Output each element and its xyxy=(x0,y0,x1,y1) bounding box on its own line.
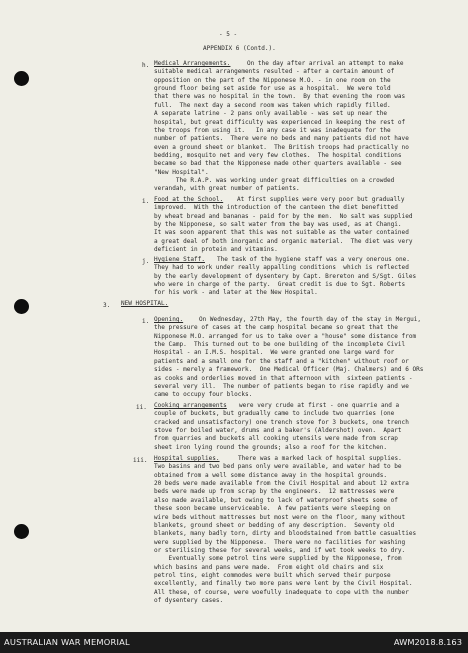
section-h-line: bedding, mosquito net and very few clothes. The hospital conditions xyxy=(154,151,402,159)
section-h-line: A separate latrine - 2 pans only available - was set up near the xyxy=(154,110,387,118)
sub-i-line: Hospital - an I.M.S. hospital. We were granted one large ward for xyxy=(154,349,395,357)
sub-i-line: Nipponese M.O. arranged for us to take over a "house" some distance from xyxy=(154,332,417,340)
appendix-title: APPENDIX 6 (Contd.). xyxy=(203,45,276,52)
section-h-line: On the day after arrival an attempt to make xyxy=(247,60,404,67)
sub-iii-line: blankets, ground sheet or bedding of any description. Seventy old xyxy=(154,521,395,529)
punch-hole-top xyxy=(14,71,29,86)
sub-i-line: sides - merely a framework. One Medical Officer (Maj. Chalmers) and 6 ORs xyxy=(154,366,424,374)
section-h-line: full. The next day a second room was taken which rapidly filled. xyxy=(154,101,391,109)
section-h-line: opposition on the part of the Nipponese M.O. - in one room on the xyxy=(154,76,391,84)
section-j-line: The task of the hygiene staff was a very onerous one. xyxy=(217,256,410,263)
sub-i-line: came to occupy four blocks. xyxy=(154,391,253,399)
sub-iii-line: Eventually some petrol tins were supplied by the Nipponese, from xyxy=(154,555,402,563)
sub-iii-line: which basins and pans were made. From eight old chairs and six xyxy=(154,563,384,571)
sub-i-line: the Camp. This turned out to be one building of the incomplete Civil xyxy=(154,341,406,349)
sub-ii-heading: Cooking arrangements xyxy=(154,402,227,409)
sub-iii-line: 20 beds were made available from the Civil Hospital and about 12 extra xyxy=(154,480,409,488)
section-h-line: became so bad that the Nipponese made other quarters available - see xyxy=(154,160,402,168)
section-i-line: by the Nipponese, so salt water from the bay was used, as at Changi. xyxy=(154,221,402,229)
sub-iii-line: wire beds without mattresses but most were on the floor, many without xyxy=(154,513,406,521)
section-h-line: suitable medical arrangements resulted - after a certain amount of xyxy=(154,68,395,76)
section-j-line: who were in charge of the party. Great credit is due to Sgt. Roberts xyxy=(154,281,406,289)
section-h-line: number of patients. There were no beds and many patients did not have xyxy=(154,135,409,143)
section-i-marker: i. xyxy=(142,198,150,205)
section-h-line: "New Hospital". xyxy=(154,168,209,176)
sub-i-line: On Wednesday, 27th May, the fourth day of the stay in Mergui, xyxy=(199,316,422,323)
section-3-marker: 3. xyxy=(103,302,111,309)
sub-iii-line: excellently, and finally two more pans were lent by the Civil Hospital. xyxy=(154,580,413,588)
section-i-heading: Food at the School. xyxy=(154,196,224,203)
punch-hole-bottom xyxy=(14,524,29,539)
footer-bar xyxy=(0,632,468,653)
sub-ii-line: were very crude at first - one quarrie and a xyxy=(239,402,400,409)
sub-i-line: patients and a small one for the staff and a "kitchen" without roof or xyxy=(154,357,409,365)
section-h-marker: h. xyxy=(142,62,150,69)
sub-ii-line: stove for boiled water, drums and a baker's (Aldershot) oven. Apart xyxy=(154,427,402,435)
section-h-line: hospital, but great difficulty was experienced in keeping the rest of xyxy=(154,118,406,126)
sub-ii-line: cracked and unsatisfactory) one trench stove for 3 buckets, one trench xyxy=(154,418,409,426)
section-j-line: for his work - and later at the New Hospital. xyxy=(154,289,318,297)
section-i-line: improved. With the introduction of the canteen the diet benefitted xyxy=(154,204,398,212)
sub-iii-line: Two basins and two bed pans only were available, and water had to be xyxy=(154,463,402,471)
footer-accession-number: AWM2018.8.163 xyxy=(393,637,462,647)
sub-i-heading: Opening. xyxy=(154,316,184,323)
sub-ii-line: couple of buckets, but gradually came to include two quarries (one xyxy=(154,410,395,418)
section-i-line: At first supplies were very poor but gradually xyxy=(237,196,405,203)
section-h-line: verandah, with great number of patients. xyxy=(154,185,300,193)
section-j-line: They had to work under really appalling conditions which is reflected xyxy=(154,264,409,272)
sub-iii-marker: iii. xyxy=(133,457,148,464)
sub-i-line: as cooks and orderlies moved in that afternoon with sixteen patients - xyxy=(154,374,413,382)
sub-i-line: several very ill. The number of patients began to rise rapidly and we xyxy=(154,382,409,390)
sub-iii-line: of dysentery cases. xyxy=(154,597,224,604)
section-j-heading: Hygiene Staff. xyxy=(154,256,205,263)
sub-iii-line: There was a marked lack of hospital supplies. xyxy=(238,455,402,462)
sub-iii-line: or sterilising these for several weeks, and if wet took weeks to dry. xyxy=(154,546,406,554)
sub-i-marker: i. xyxy=(142,318,150,325)
sub-iii-line: All these, of course, were woefully inadequate to cope with the number xyxy=(154,588,409,596)
sub-iii-heading: Hospital supplies. xyxy=(154,455,220,462)
sub-iii-line: were supplied by the Nipponese. There were no facilities for washing xyxy=(154,538,406,546)
sub-iii-line: these soon became unserviceable. A few patients were sleeping on xyxy=(154,505,391,513)
sub-i-line: the pressure of cases at the camp hospital became so great that the xyxy=(154,324,398,332)
section-i-line: It was soon apparent that this was not suitable as the water contained xyxy=(154,229,409,237)
sub-iii-line: also made available, but owing to lack of waterproof sheets some of xyxy=(154,496,398,504)
sub-ii-line: from quarries and buckets all cooking utensils were made from scrap xyxy=(154,435,398,443)
sub-iii-line: petrol tins, eight commodes were built which served their purpose xyxy=(154,571,391,579)
section-h-line: The R.A.P. was working under great difficulties on a crowded xyxy=(154,176,395,184)
page-number: - 5 - xyxy=(219,31,238,38)
section-h-line: the troops from using it. In any case it was inadequate for the xyxy=(154,126,391,134)
section-h-line: ground floor being set aside for use as a hospital. We were told xyxy=(154,85,391,93)
sub-iii-line: blankets, many badly torn, dirty and bloodstained from battle casualties xyxy=(154,530,417,538)
section-j-line: by the early development of dysentery by Capt. Brereton and S/Sgt. Giles xyxy=(154,272,417,280)
section-3-heading: NEW HOSPITAL. xyxy=(121,300,169,307)
sub-ii-line: sheet iron lying round the grounds; also a roof for the kitchen. xyxy=(154,443,387,451)
sub-iii-line: beds were made up from scrap by the engineers. 12 mattresses were xyxy=(154,488,395,496)
section-h-line: that there was no hospital in the town. By that evening the room was xyxy=(154,93,406,101)
section-h-heading: Medical Arrangements. xyxy=(154,60,231,67)
section-h-line: even a ground sheet or blanket. The British troops had practically no xyxy=(154,143,409,151)
section-i-line: a great deal of both inorganic and organic material. The diet was very xyxy=(154,237,413,245)
section-i-line: by wheat bread and bananas - paid for by the men. No salt was supplied xyxy=(154,212,413,220)
section-i-line: deficient in protein and vitamins. xyxy=(154,246,278,254)
section-j-marker: j. xyxy=(142,258,150,265)
sub-iii-line: obtained from a well some distance away in the hospital grounds. xyxy=(154,471,387,479)
punch-hole-middle xyxy=(14,299,29,314)
footer-source-label: AUSTRALIAN WAR MEMORIAL xyxy=(4,637,130,647)
sub-ii-marker: ii. xyxy=(136,404,147,411)
